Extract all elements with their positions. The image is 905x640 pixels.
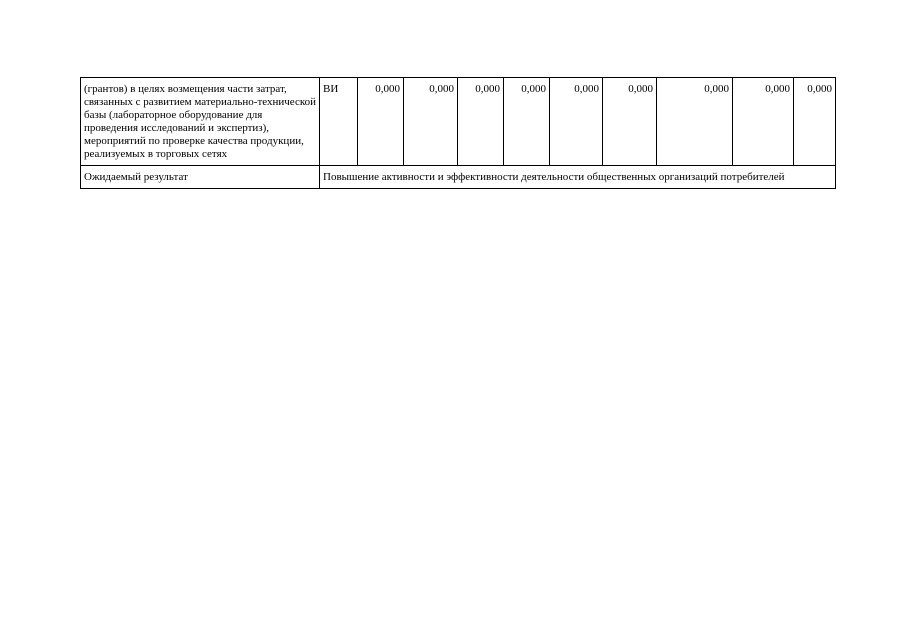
value-cell: 0,000 <box>458 78 504 166</box>
value-cell: 0,000 <box>733 78 794 166</box>
value-cell: 0,000 <box>504 78 550 166</box>
funding-source: ВИ <box>320 78 358 166</box>
value-cell: 0,000 <box>657 78 733 166</box>
budget-table <box>80 77 836 189</box>
expected-result-label: Ожидаемый результат <box>81 166 320 189</box>
table-row <box>81 78 836 166</box>
value-cell: 0,000 <box>358 78 404 166</box>
measure-description: (грантов) в целях возмещения части затрат, связанных с развитием материально-технической базы (лабораторное оборудование для проведения исследований и экспертиз), мероприятий по проверке качества продукции, реализуемых в торговых сетях <box>81 78 320 166</box>
value-cell: 0,000 <box>404 78 458 166</box>
expected-result-text: Повышение активности и эффективности деятельности общественных организаций потребителей <box>320 166 836 189</box>
value-cell: 0,000 <box>550 78 603 166</box>
value-cell: 0,000 <box>603 78 657 166</box>
value-cell: 0,000 <box>794 78 836 166</box>
table-row <box>81 166 836 189</box>
